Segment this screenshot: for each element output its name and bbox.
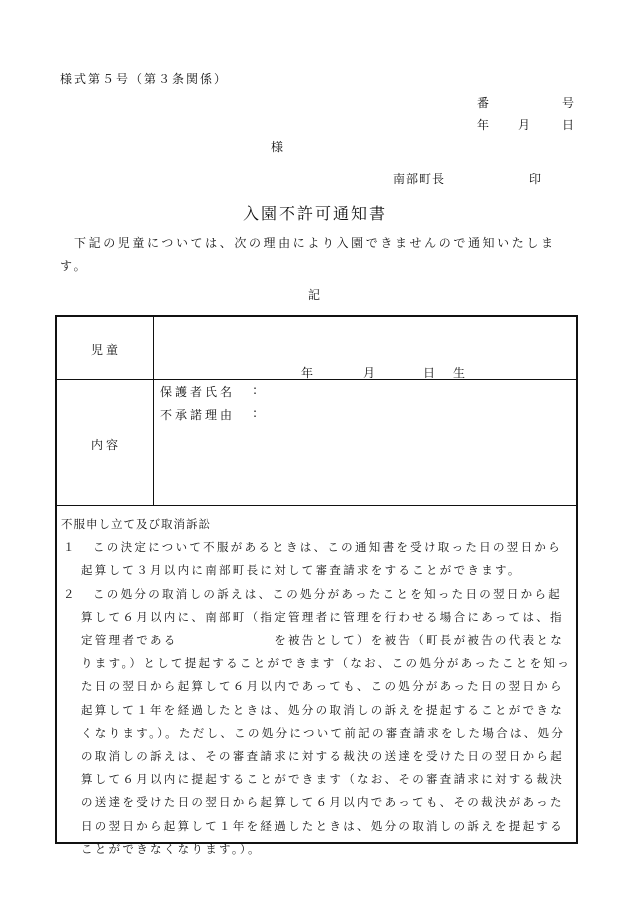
guardian-name-label: 保護者氏名: [160, 385, 236, 399]
recipient-suffix: 様: [271, 140, 284, 154]
column-divider: [153, 317, 154, 505]
birth-day-label: 日: [423, 366, 439, 380]
birth-month-label: 月: [363, 366, 379, 380]
date-year-label: 年: [477, 118, 490, 132]
child-label: 児童: [91, 343, 122, 357]
appeal-item-2-text: この処分の取消しの訴えは、この処分があったことを知った日の翌日から起算して６月以内に、南部町（指定管理者に管理を行わせる場合にあっては、指定管理者である を被告として）を被告（町長が被告の代表となります。）として提起することができます（なお、この処分があったことを知った日の翌日から起算して６月以内であっても、この処分があった日の翌日から起算して１年を経過したときは、処分の取消しの訴えを提起することができなくなります。）。ただし、この処分について前記の審査請求をした場合は、処分の取消しの訴えは、その審査請求に対する裁決の送達を受けた日の翌日から起算して６月以内に提起することができます（なお、その審査請求に対する裁決の送達を受けた日の翌日から起算して６月以内であっても、その裁決があった日の翌日から起算して１年を経過したときは、処分の取消しの訴えを提起することができなくなります。）。: [81, 586, 572, 856]
appeal-item-2: [61, 583, 575, 861]
document-number-label: 番: [477, 96, 490, 110]
form-number-label: 様式第５号（第３条関係）: [60, 72, 229, 86]
intro-text: 下記の児童については、次の理由により入園できませんので通知いたします。: [60, 236, 556, 273]
date-month-label: 月: [518, 118, 531, 132]
date-day-label: 日: [562, 118, 575, 132]
appeal-item-1-text: この決定について不服があるときは、この通知書を受け取った日の翌日から起算して３月以内に南部町長に対して審査請求をすることができます。: [81, 540, 562, 578]
intro-paragraph: [60, 232, 582, 278]
appeal-heading: 不服申し立て及び取消訴訟: [61, 517, 211, 531]
guardian-name-colon: :: [253, 383, 261, 397]
document-title: 入園不許可通知書: [242, 204, 387, 223]
ki-label: 記: [308, 288, 321, 302]
content-label: 内容: [91, 438, 122, 452]
appeal-item-1-number: １: [63, 540, 75, 555]
birth-year-label: 年: [301, 366, 317, 380]
seal-mark: 印: [529, 172, 542, 186]
document-number-suffix: 号: [562, 96, 575, 110]
appeal-item-2-number: ２: [63, 586, 75, 601]
appeal-notice: [61, 513, 575, 861]
appeal-item-1: [61, 536, 575, 582]
reason-label: 不承諾理由: [160, 408, 236, 422]
issuer-name: 南部町長: [393, 172, 446, 186]
info-table: [55, 315, 578, 856]
reason-colon: :: [253, 406, 261, 420]
row-divider-1: [57, 379, 576, 380]
row-divider-2: [57, 505, 576, 506]
birth-suffix-label: 生: [453, 366, 469, 380]
